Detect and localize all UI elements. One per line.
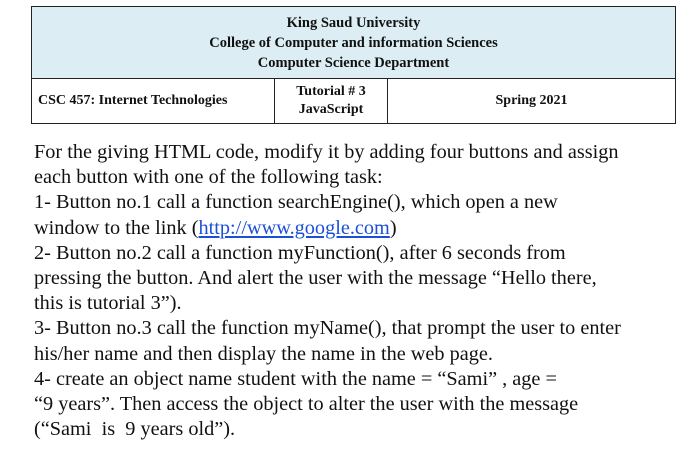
course-title: CSC 457: Internet Technologies	[32, 79, 275, 124]
task-item-2-cont: this is tutorial 3”).	[34, 292, 182, 315]
header-institution	[32, 7, 676, 79]
task-item-4-cont: “9 years”. Then access the object to alter the user with the message	[34, 393, 579, 416]
link-suffix: )	[389, 216, 397, 239]
intro-line: each button with one of the following task:	[34, 166, 383, 189]
department-name: Computer Science Department	[257, 55, 450, 71]
college-name: College of Computer and information Sciences	[209, 35, 498, 51]
task-item-4-cont: (“Sami is 9 years old”).	[34, 418, 236, 441]
google-link[interactable]: http://www.google.com	[198, 216, 390, 239]
task-item-3: 3- Button no.3 call the function myName(), that prompt the user to enter	[34, 317, 621, 340]
task-item-2-cont: pressing the button. And alert the user with the message “Hello there,	[34, 267, 597, 290]
task-item-3-cont: his/her name and then display the name in the web page.	[34, 342, 494, 365]
task-item-1-cont	[34, 216, 679, 241]
task-item-1: 1- Button no.1 call a function searchEngine(), which open a new	[34, 191, 558, 214]
header-table	[31, 6, 676, 124]
university-name: King Saud University	[286, 15, 421, 31]
tutorial-topic: JavaScript	[298, 102, 364, 117]
tutorial-number: Tutorial # 3	[296, 84, 366, 99]
task-description	[34, 140, 679, 442]
intro-line: For the giving HTML code, modify it by adding four buttons and assign	[34, 141, 619, 163]
semester: Spring 2021	[388, 79, 676, 124]
task-item-2: 2- Button no.2 call a function myFunction(), after 6 seconds from	[34, 241, 566, 264]
link-prefix: window to the link (	[34, 216, 199, 239]
tutorial-cell	[275, 79, 388, 124]
task-item-4: 4- create an object name student with the name = “Sami” , age =	[34, 367, 557, 390]
